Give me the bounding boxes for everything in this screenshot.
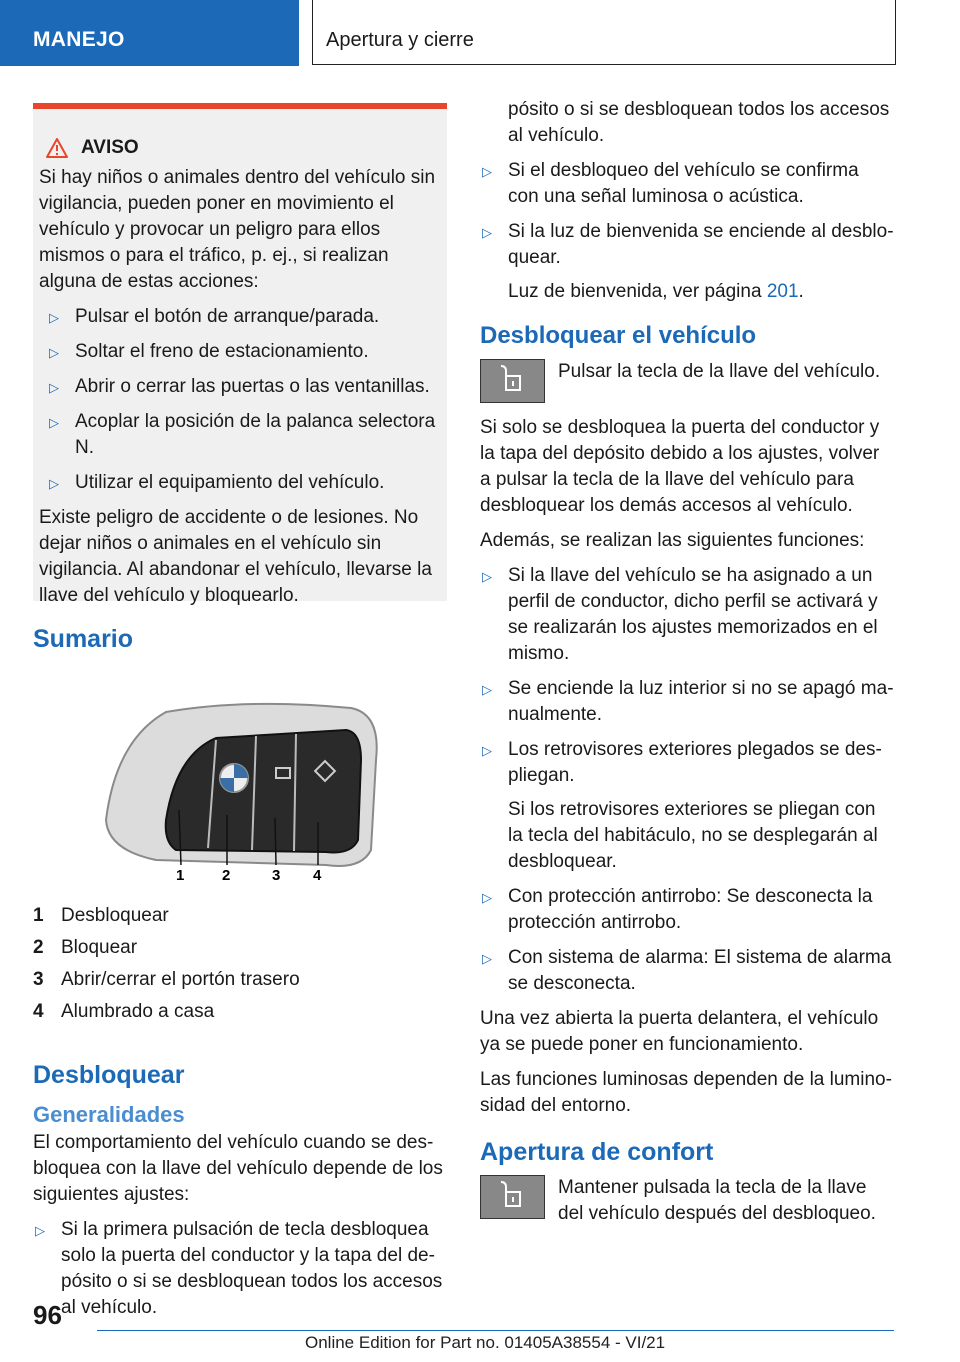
car-key-illustration — [96, 700, 396, 890]
list-item: ▷ Abrir o cerrar las puertas o las ventanillas. — [47, 374, 439, 400]
callout-1: 1 — [176, 867, 185, 884]
key-instruction — [480, 359, 894, 403]
bullet-triangle-icon: ▷ — [482, 225, 492, 240]
bullet-triangle-icon: ▷ — [49, 415, 59, 430]
chapter-header — [312, 0, 896, 65]
generalidades-text: El comportamiento del vehículo cuando se desbloquea con la llave del vehículo depende de los siguientes ajustes: — [33, 1132, 443, 1205]
generalidades-heading: Generalidades — [33, 1102, 185, 1127]
callout-3: 3 — [272, 867, 281, 884]
warning-outro: Existe peligro de accidente o de lesiones. No dejar niños o animales en el vehículo sin vigilancia. Al abandonar el vehículo, llevarse la llave del vehículo y bloquearlo. — [39, 507, 432, 606]
desbloquear-vehiculo-heading: Desbloquear el vehículo — [480, 322, 757, 349]
list-item: ▷ Se enciende la luz interior si no se apagó manualmente. — [482, 678, 894, 725]
warning-heading — [45, 135, 439, 161]
legend-item: 4 Alumbrado a casa — [33, 1001, 215, 1022]
warning-triangle-icon — [45, 137, 69, 159]
confort-heading: Apertura de confort — [480, 1138, 714, 1166]
warning-list — [39, 304, 439, 496]
cross-reference: Luz de bienvenida, ver página 201. — [508, 281, 804, 302]
bullet-triangle-icon: ▷ — [35, 1223, 45, 1238]
bullet-triangle-icon: ▷ — [482, 569, 492, 584]
bullet-triangle-icon: ▷ — [482, 890, 492, 905]
key-instruction — [480, 1175, 894, 1227]
warning-box — [33, 103, 447, 606]
callout-2: 2 — [222, 867, 231, 884]
bullet-triangle-icon: ▷ — [482, 951, 492, 966]
list-item: ▷ Si la primera pulsación de tecla desbloquea solo la puerta del conductor y la tapa del depósito o si se desbloquean todos los accesos al vehículo. — [35, 1219, 443, 1318]
list-item: ▷ Pulsar el botón de arranque/parada. — [47, 304, 439, 330]
bullet-triangle-icon: ▷ — [482, 682, 492, 697]
key-instruction-text: Mantener pulsada la tecla de la llave del vehículo después del desbloqueo. — [558, 1177, 876, 1224]
section-label: MANEJO — [33, 28, 125, 51]
page-link[interactable]: 201 — [766, 281, 799, 302]
legend-item: 2 Bloquear — [33, 937, 138, 958]
callout-4: 4 — [313, 867, 322, 884]
list-item: ▷ Si el desbloqueo del vehículo se confirma con una señal luminosa o acústica. — [482, 160, 859, 207]
list-item: ▷ Con sistema de alarma: El sistema de alarma se desconecta. — [482, 947, 892, 994]
section-tab — [0, 0, 299, 66]
chapter-title: Apertura y cierre — [326, 29, 474, 51]
list-item: ▷ Acoplar la posición de la palanca selectora N. — [49, 411, 436, 458]
bullet-triangle-icon: ▷ — [482, 164, 492, 179]
bullet-triangle-icon: ▷ — [49, 380, 59, 395]
desbloquear-heading: Desbloquear — [33, 1061, 185, 1089]
paragraph: Las funciones luminosas dependen de la luminosidad del entorno. — [480, 1069, 892, 1116]
page-number: 96 — [33, 1300, 62, 1330]
legend-item: 1 Desbloquear — [33, 905, 169, 926]
warning-intro: Si hay niños o animales dentro del vehículo sin vigilancia, pueden poner en movimiento el vehículo y provocar un peligro para ellos mismos o para el tráfico, p. ej., si realizan alguna de estas acciones: — [39, 167, 436, 292]
bullet-triangle-icon: ▷ — [49, 345, 59, 360]
unlock-key-icon — [480, 359, 545, 403]
list-item: pósito o si se desbloquean todos los accesos al vehículo. — [508, 99, 890, 146]
bullet-triangle-icon: ▷ — [49, 476, 59, 491]
footer-divider — [97, 1330, 894, 1331]
list-item: ▷ Soltar el freno de estacionamiento. — [47, 339, 439, 365]
bullet-triangle-icon: ▷ — [49, 310, 59, 325]
sumario-heading: Sumario — [33, 625, 134, 653]
list-item: ▷ Con protección antirrobo: Se desconecta la protección antirrobo. — [482, 886, 873, 933]
list-item: ▷ Utilizar el equipamiento del vehículo. — [47, 470, 439, 496]
footer-text: Online Edition for Part no. 01405A38554 - VI/21 — [305, 1333, 666, 1352]
paragraph: Una vez abierta la puerta delantera, el vehículo ya se puede poner en funcionamiento. — [480, 1008, 879, 1055]
unlock-key-icon — [480, 1175, 545, 1219]
list-item: ▷ Si la llave del vehículo se ha asignado a un perfil de conductor, dicho perfil se activará y se realizarán los ajustes memorizados en el mismo. — [482, 565, 878, 664]
warning-title: AVISO — [81, 137, 139, 158]
legend-item: 3 Abrir/cerrar el portón trasero — [33, 969, 300, 990]
paragraph: Si solo se desbloquea la puerta del conductor y la tapa del depósito debido a los ajustes, volver a pulsar la tecla de la llave del vehículo para desbloquear los demás accesos al vehículo. — [480, 417, 880, 516]
key-instruction-text: Pulsar la tecla de la llave del vehículo. — [558, 361, 881, 382]
list-item: ▷ Si la luz de bienvenida se enciende al desbloquear. Luz de bienvenida, ver página 201. — [480, 219, 894, 305]
list-item: ▷ Los retrovisores exteriores plegados se despliegan. Si los retrovisores exteriores se pliegan con la tecla del habitáculo, no se desplegarán al desbloquear. — [482, 739, 882, 872]
bullet-triangle-icon: ▷ — [482, 743, 492, 758]
legend-list — [33, 905, 300, 1033]
paragraph: Además, se realizan las siguientes funciones: — [480, 530, 865, 551]
